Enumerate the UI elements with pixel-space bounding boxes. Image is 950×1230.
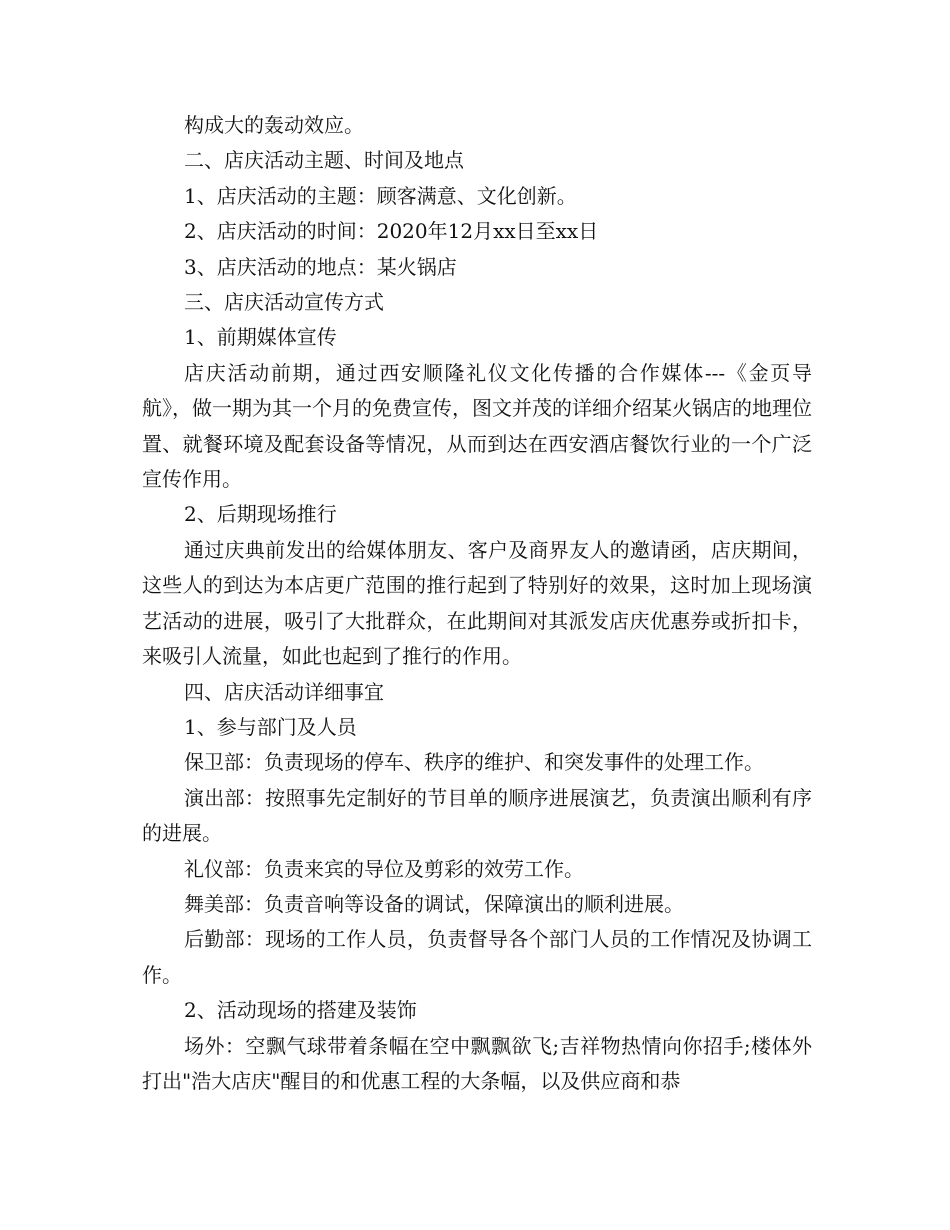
paragraph-security-dept: 保卫部：负责现场的停车、秩序的维护、和突发事件的处理工作。 [184, 750, 764, 775]
subheading-media-promotion: 1、前期媒体宣传 [184, 325, 337, 350]
paragraph-continuation: 构成大的轰动效应。 [184, 113, 364, 137]
paragraph-performance-dept: 演出部：按照事先定制好的节目单的顺序进展演艺，负责演出顺利有序的进展。 [142, 785, 812, 846]
paragraph-etiquette-dept: 礼仪部：负责来宾的导位及剪彩的效劳工作。 [184, 856, 584, 881]
section-heading-3: 三、店庆活动宣传方式 [184, 290, 384, 315]
list-item-location: 3、店庆活动的地点：某火锅店 [184, 254, 457, 279]
section-heading-2: 二、店庆活动主题、时间及地点 [184, 148, 464, 173]
list-item-theme: 1、店庆活动的主题：顾客满意、文化创新。 [184, 183, 577, 208]
paragraph-onsite-promotion: 通过庆典前发出的给媒体朋友、客户及商界友人的邀请函，店庆期间，这些人的到达为本店更广范围的推行起到了特别好的效果，这时加上现场演艺活动的进展，吸引了大批群众，在此期间对其派发店庆优惠券或折扣卡，来吸引人流量，如此也起到了推行的作用。 [142, 537, 812, 669]
subheading-venue-setup: 2、活动现场的搭建及装饰 [184, 998, 417, 1023]
list-item-time: 2、店庆活动的时间：2020年12月xx日至xx日 [184, 219, 599, 244]
paragraph-media-promotion: 店庆活动前期，通过西安顺隆礼仪文化传播的合作媒体---《金页导航》，做一期为其一个月的免费宣传，图文并茂的详细介绍某火锅店的地理位置、就餐环境及配套设备等情况，从而到达在西安酒店餐饮行业的一个广泛宣传作用。 [142, 360, 812, 492]
subheading-departments: 1、参与部门及人员 [184, 714, 357, 739]
paragraph-outdoor-setup: 场外：空飘气球带着条幅在空中飘飘欲飞;吉祥物热情向你招手;楼体外打出"浩大店庆"醒目的和优惠工程的大条幅，以及供应商和恭 [142, 1033, 812, 1093]
paragraph-logistics-dept: 后勤部：现场的工作人员，负责督导各个部门人员的工作情况及协调工作。 [142, 927, 812, 987]
subheading-onsite-promotion: 2、后期现场推行 [184, 502, 337, 527]
paragraph-stage-dept: 舞美部：负责音响等设备的调试，保障演出的顺利进展。 [184, 891, 684, 916]
document-body [142, 108, 812, 1099]
section-heading-4: 四、店庆活动详细事宜 [184, 679, 384, 704]
